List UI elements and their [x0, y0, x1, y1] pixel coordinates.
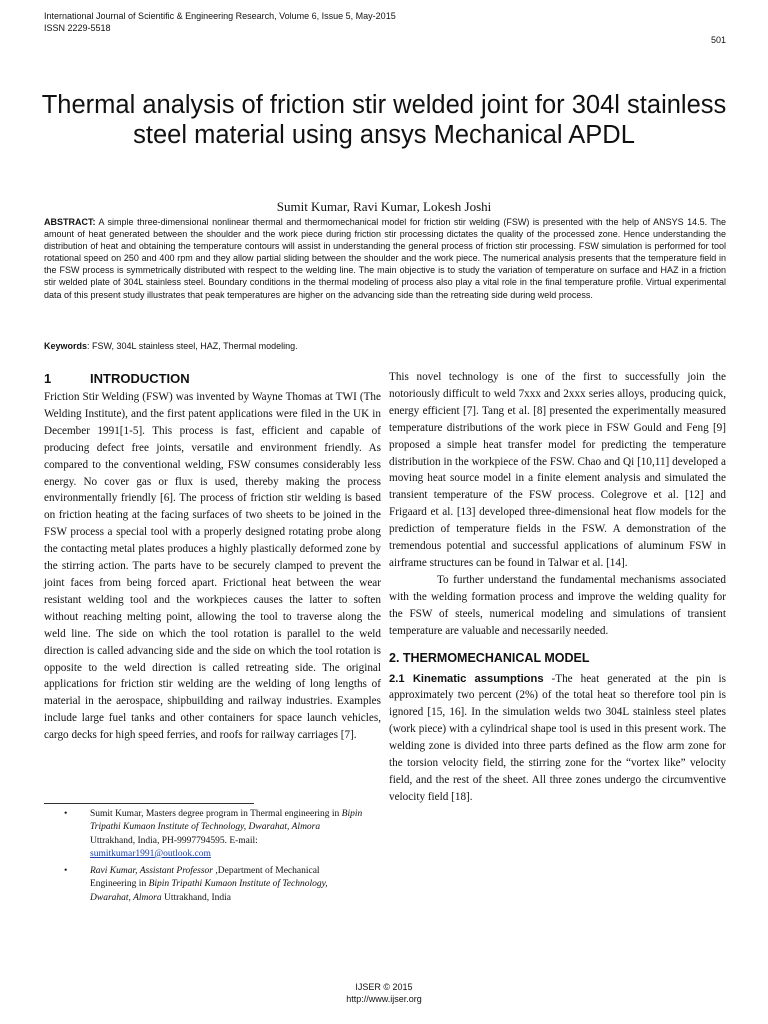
footnote-institution: Bipin Tripathi Kumaon Institute of Technology, Dwarahat, Almora: [90, 809, 363, 833]
bullet-icon: •: [64, 809, 68, 819]
footer-copyright: IJSER © 2015: [355, 982, 413, 992]
footnote-text: Sumit Kumar, Masters degree program in Thermal engineering in: [90, 809, 342, 819]
section-1-number: 1: [44, 371, 52, 386]
footnote-item: [64, 808, 364, 861]
subsection-2-1-heading: 2.1 Kinematic assumptions: [389, 672, 544, 685]
footnote-institution: Bipin Tripathi Kumaon Institute of Technology, Dwarahat, Almora: [90, 879, 328, 903]
abstract-label: ABSTRACT:: [44, 217, 96, 227]
right-column: [389, 369, 726, 806]
footnote-text: Uttrakhand, India, PH-9997794595. E-mail:: [90, 835, 258, 846]
journal-header: International Journal of Scientific & Engineering Research, Volume 6, Issue 5, May-2015: [44, 11, 396, 21]
keywords-label: Keywords: [44, 341, 88, 351]
footnote-divider: [44, 803, 254, 804]
section-1-title: INTRODUCTION: [90, 371, 190, 386]
paper-title: Thermal analysis of friction stir welded joint for 304l stainless steel material using ansys Mechanical APDL: [41, 91, 727, 149]
section-2-paragraph: [389, 671, 726, 806]
footnote-name: Ravi Kumar, Assistant Professor: [90, 866, 213, 877]
bullet-icon: •: [64, 866, 68, 877]
left-column: [44, 369, 381, 744]
author-footnotes: [64, 808, 364, 909]
footnote-text: ,Department of Mechanical Engineering in: [90, 866, 320, 890]
page-number: 501: [710, 35, 726, 45]
right-paragraph-1: This novel technology is one of the first to successfully join the notoriously difficult to weld 7xxx and 2xxx series alloys, producing quick, energy efficient [7]. Tang et al. [8] presented the experimentally measured temperature distributions of the work piece in FSW Gould and Feng [9] proposed a simple heat transfer model for predicting the temperature distribution in the workpiece of the FSW. Chao and Qi [10,11] developed a moving heat source model in a finite element analysis and simulated the transient temperature of the FSW process. Colegrove et al. [12] and Frigaard et al. [13] developed three-dimensional heat flow models for the prediction of temperature fields in the FSW. A demonstration of the tremendous potential and successful applications of aluminum FSW in airframe structures can be found in Talwar et al. [14].: [389, 371, 726, 569]
subsection-2-1-text: -The heat generated at the pin is approximately two percent (2%) of the total heat so therefore tool pin is ignored [15, 16]. In the simulation welds two 304L stainless steel plates (work piece) with a cylindrical shape tool is used in this present work. The welding zone is divided into three parts defined as the flow arm zone for the torsion velocity field, the stirring zone for the “vortex like” velocity field, and the rest of the sheet. All three zones undergo the circumventive velocity field [18].: [389, 672, 726, 803]
issn-line: ISSN 2229-5518: [44, 23, 111, 33]
right-paragraph-2: To further understand the fundamental mechanisms associated with the welding formation process and improve the welding quality for the FSW of steels, numerical modeling and simulations of transient temperature are valuable and necessarily needed.: [389, 573, 726, 637]
keywords-text: : FSW, 304L stainless steel, HAZ, Thermal modeling.: [87, 341, 298, 351]
keywords: [44, 340, 726, 352]
author-email-link[interactable]: sumitkumar1991@outlook.com: [90, 848, 211, 859]
abstract-text: A simple three-dimensional nonlinear thermal and thermomechanical model for friction stir welding (FSW) is presented with the help of ANSYS 14.5. The amount of heat generated between the shoulder and the work piece during friction stir processing dictates the quality of the processed zone. Hence understanding the distribution of heat and obtaining the temperature contours will assist in understanding the general process of friction stir processing. FSW simulation is performed for tool rotational speed on 250 and 400 rpm and they allow partial sliding between the shoulder and the work piece. The numerical analysis presents that the temperature field in the FSW process is symmetrically distributed with respect to the welding line. The main objective is to study the variation of temperature on surface and HAZ in a friction stir welded plate of 304L stainless steel. Boundary conditions in the thermal modeling of process also play a vital role in the final temperature profile. Virtual experimental data of this present study illustrates that peak temperatures are higher on the advancing side than the retreating side during weld process.: [44, 217, 726, 300]
author-list: Sumit Kumar, Ravi Kumar, Lokesh Joshi: [276, 199, 492, 214]
footer-url[interactable]: http://www.ijser.org: [346, 994, 422, 1004]
section-1-heading: [44, 369, 381, 389]
footnote-item: [64, 865, 364, 905]
abstract: [44, 216, 726, 301]
introduction-paragraph: Friction Stir Welding (FSW) was invented by Wayne Thomas at TWI (The Welding Institute), and the first patent applications were filed in the UK in December 1991[1-5]. This process is fast, efficient and capable of producing defect free joints, versatile and environment friendly. As compared to the conventional welding, FSW consumes considerably less energy. No cover gas or flux is used, thereby making the process environmentally friendly [6]. The process of friction stir welding is based on friction heating at the facing surfaces of two sheets to be joined in the FSW process a special tool with a properly designed rotating probe along the contacting metal plates produces a highly plastically deformed zone by the stirring action. The parts have to be securely clamped to prevent the joint faces from being forced apart. Frictional heat between the wear resistant welding tool and the workpieces causes the latter to soften without reaching melting point, allowing the tool to traverse along the weld line. The side on which the tool rotation is parallel to the weld direction is called advancing side and the side on which the tool rotation is opposite to the weld direction is called retreating side. The original applications for friction stir welding are the welding of long lengths of material in the aerospace, shipbuilding and railway industries. Examples include large fuel tanks and other containers for space launch vehicles, cargo decks for high speed ferries, and roofs for railway carriages [7].: [44, 391, 381, 742]
footnote-text: Uttrakhand, India: [161, 892, 232, 903]
section-2-heading: 2. THERMOMECHANICAL MODEL: [389, 650, 590, 665]
